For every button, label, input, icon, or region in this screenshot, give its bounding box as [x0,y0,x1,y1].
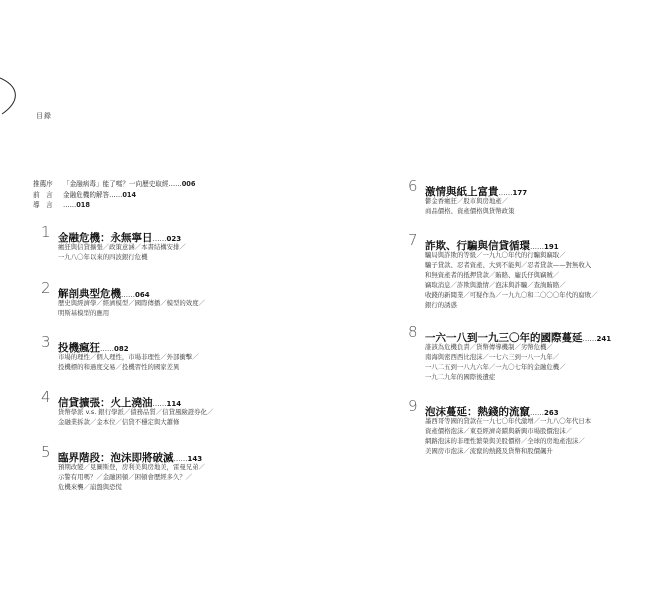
front-label: 推薦序 [33,180,53,188]
chapter-page: 023 [166,235,182,243]
chapter-title: 解剖典型危機 [58,288,121,300]
subtopic-line: 危機來襲／崩盤與恐慌 [58,483,122,491]
front-row-preface[interactable] [33,190,195,201]
subtopic-line: 銀行的誘惑 [425,301,457,309]
chapter-title: 金融危機：永無寧日 [58,232,153,244]
chapter-page: 241 [596,335,612,343]
chapter-page: 177 [512,189,528,197]
front-text: 金融危機的解答…… [63,190,123,199]
front-matter [33,179,195,211]
subtopic-line: 一九二九年的國際後遺症 [425,373,496,381]
chapter-title: 詐欺、行騙與信貸循環 [425,240,530,252]
chapter-number: 5 [41,443,51,461]
page-corner-curve [0,76,30,116]
subtopic-line: 貨幣學派 v.s. 銀行學派／債務品質／信貸風險證券化／ [58,408,214,416]
chapter-number: 1 [41,223,51,241]
subtopic-line: 鬱金香瘋狂／股市與房地產／ [425,197,509,205]
subtopic-line: 示警有用嗎？／金融困頓／困頓會歷經多久？／ [58,473,193,481]
front-page: 018 [76,201,90,209]
chapter-title: 臨界階段：泡沫即將破滅 [58,452,174,464]
subtopic-line: 明斯基模型的應用 [58,309,110,317]
chapter-page: 114 [166,400,182,408]
subtopic-line: 市場的理性／個人理性，市場非理性／外部衝擊／ [58,353,199,361]
chapter-subtopics [58,352,199,372]
chapter-title: 一六一八到一九三〇年的國際蔓延 [425,332,583,344]
chapter-dots: …… [530,243,544,251]
chapter-page: 082 [114,345,129,353]
subtopic-line: 金融業拆款／金本位／信貸不穩定與大蕭條 [58,418,180,426]
chapter-title: 激情與紙上富貴 [425,186,499,198]
subtopic-line: 資產價格泡沫／東亞經濟奇蹟與新興市場股價泡沫／ [425,427,572,435]
chapter-dots: …… [498,189,513,197]
chapter-page: 143 [187,455,203,463]
subtopic-line: 騙局與詐欺的等級／一九九〇年代的行騙與竊取／ [425,251,566,259]
subtopic-line: 網路泡沫的非理性繁榮與美股價格／全球的房地產泡沫／ [425,437,585,445]
chapter-number: 3 [41,333,51,351]
chapter-subtopics [425,342,566,382]
subtopic-line: 和無資產者的抵押貸款／賄賂、龐氏仔與竊賊／ [425,271,560,279]
subtopic-line: 一八二五到一八九六年／一九〇七年的金融危機／ [425,363,566,371]
chapter-page: 263 [544,409,559,417]
chapter-subtopics [58,407,213,427]
chapter-subtopics [425,250,598,310]
chapter-title: 泡沫蔓延：熱錢的流竄 [425,406,530,418]
chapter-number: 6 [408,177,418,195]
chapter-number: 2 [41,279,51,297]
chapter-dots: …… [121,291,135,299]
chapter-title: 信貸擴張：火上澆油 [58,397,153,409]
subtopic-line: 誰該為危機負責／貨幣傳導機制／劣幣危機／ [425,343,553,351]
chapter-subtopics [58,242,186,262]
chapter-dots: …… [173,455,188,463]
subtopic-line: 歷史與經濟學／經濟模型／國際傳播／模型的效度／ [58,299,205,307]
chapter-dots: …… [152,400,167,408]
subtopic-line: 商品價格、資產價格與貨幣政策 [425,207,515,215]
subtopic-line: 美國房市泡沫／流竄的熱錢及貨幣和股價飆升 [425,447,553,455]
front-label: 導 言 [33,201,53,209]
subtopic-line: 竊取消息／詐欺與激情／泡沫與詐騙／查詢賄賂／ [425,281,566,289]
subtopic-line: 瘋狂與信貸擴張／政策意涵／本書結構安排／ [58,243,186,251]
subtopic-line: 投機標的和過度交易／投機習性的國家差異 [58,363,180,371]
front-text: …… [63,201,77,209]
chapter-dots: …… [582,335,597,343]
subtopic-line: 南海與密西西比泡沫／一七六三到一八一九年／ [425,353,560,361]
front-text: 「金融病毒」能了嗎？一向歷史取經…… [63,180,182,188]
chapter-dots: …… [100,345,114,353]
chapter-dots: …… [530,409,544,417]
chapter-subtopics [58,462,205,492]
subtopic-line: 墨西哥等國的貸款在一九七〇年代激增／一九八〇年代日本 [425,417,592,425]
front-page: 014 [122,190,137,199]
subtopic-line: 收錢的新聞業／可疑作為／一九九〇和二〇〇〇年代的腐敗／ [425,291,598,299]
subtopic-line: 騙子貸款、忍者資產、大到不能判／忍者貸款——對無收入 [425,261,592,269]
front-row-introduction[interactable] [33,200,195,211]
contents-label: 目錄 [36,112,52,120]
subtopic-line: 一九八〇年以來的四波銀行危機 [58,253,148,261]
front-label: 前 言 [33,190,53,199]
chapter-dots: …… [152,235,167,243]
chapter-subtopics [425,196,514,216]
chapter-page: 191 [544,243,559,251]
chapter-number: 7 [408,231,418,249]
front-page: 006 [181,180,196,188]
chapter-number: 4 [41,388,51,406]
chapter-number: 8 [408,323,418,341]
chapter-subtopics [58,298,205,318]
front-row-foreword[interactable] [33,179,195,190]
chapter-page: 064 [135,291,150,299]
chapter-subtopics [425,416,591,456]
subtopic-line: 預期改變／見圖斯登，房利美與房地美，雷曼兄弟／ [58,463,205,471]
chapter-title: 投機瘋狂 [58,342,100,354]
chapter-number: 9 [408,397,418,415]
